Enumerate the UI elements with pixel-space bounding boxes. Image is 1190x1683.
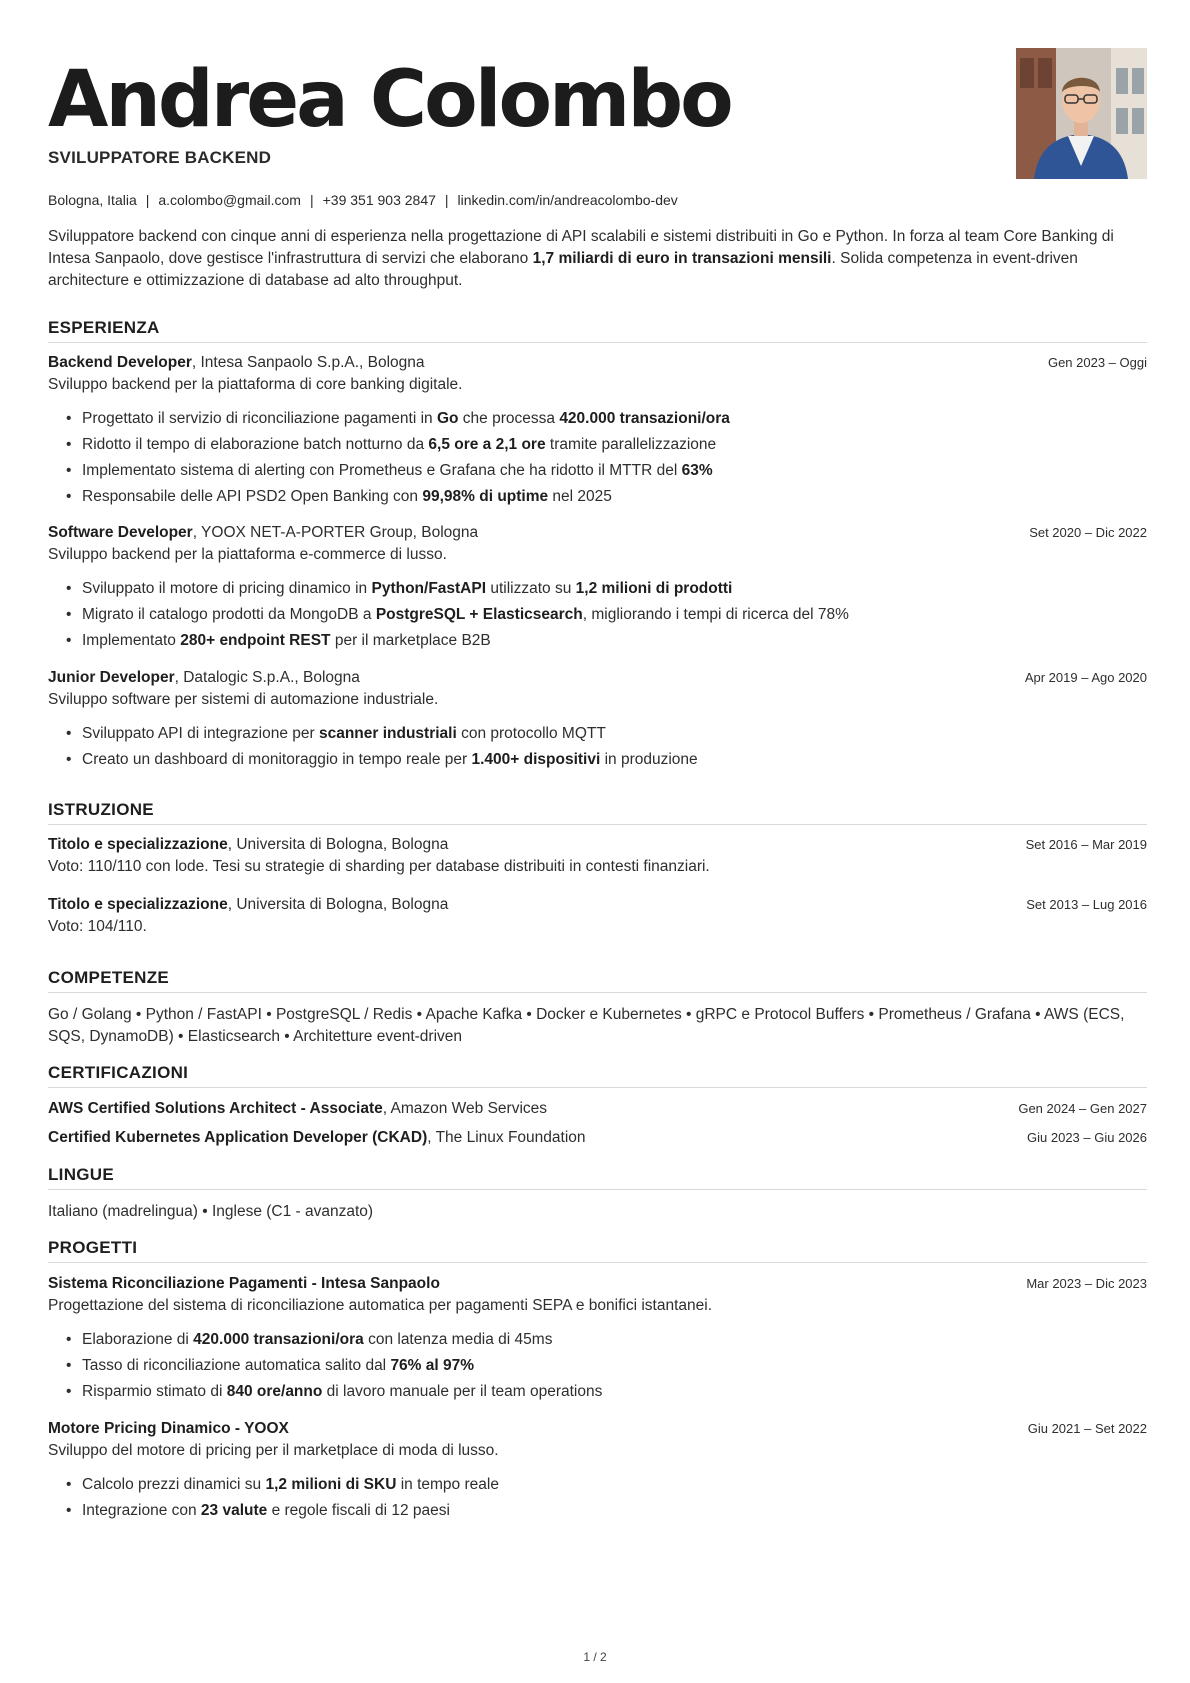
entry-header [48, 1127, 1147, 1149]
highlight-text: 420.000 transazioni/ora [559, 410, 730, 427]
highlight-text: Python/FastAPI [371, 580, 487, 597]
text-run: Implementato [82, 632, 181, 649]
entry-description: Sviluppo backend per la piattaforma di core banking digitale. [48, 376, 463, 393]
section-title-projects: PROGETTI [48, 1238, 1147, 1263]
text-run: Sviluppato API di integrazione per [82, 725, 319, 742]
entry-organization: , YOOX NET-A-PORTER Group, Bologna [192, 524, 479, 541]
entry-header [48, 667, 1147, 689]
text-run: in tempo reale [396, 1476, 499, 1493]
entry-description: Progettazione del sistema di riconciliazione automatica per pagamenti SEPA e bonifici istantanei. [48, 1297, 713, 1314]
entry-description: Sviluppo backend per la piattaforma e-commerce di lusso. [48, 546, 447, 563]
entry-date: Giu 2021 – Set 2022 [1027, 1421, 1147, 1436]
text-run: con protocollo MQTT [456, 725, 606, 742]
text-run: e regole fiscali di 12 paesi [267, 1502, 450, 1519]
page-number: 1 / 2 [583, 1650, 607, 1664]
bullet-item [48, 1327, 1147, 1353]
bullet-item [48, 432, 1147, 458]
bullet-item [48, 1353, 1147, 1379]
text-run: per il marketplace B2B [330, 632, 491, 649]
certification-entry [48, 1098, 1147, 1120]
job-title: SVILUPPATORE BACKEND [48, 148, 272, 167]
entry-description: Sviluppo del motore di pricing per il marketplace di moda di lusso. [48, 1442, 499, 1459]
section-title-languages: LINGUE [48, 1165, 1147, 1190]
education-entry [48, 894, 1147, 938]
contact-email[interactable]: a.colombo@gmail.com [158, 192, 301, 208]
bullet-item [48, 747, 1147, 773]
highlight-text: 63% [681, 462, 713, 479]
entry-date: Set 2020 – Dic 2022 [1029, 525, 1147, 540]
entry-description: Sviluppo software per sistemi di automazione industriale. [48, 691, 439, 708]
bullet-list [48, 721, 1147, 773]
bullet-list [48, 576, 1147, 654]
skills-list: Go / Golang • Python / FastAPI • PostgreSQL / Redis • Apache Kafka • Docker e Kubernetes • gRPC e Protocol Buffers • Prometheus / Grafana • AWS (ECS, SQS, DynamoDB) • Elasticsearch • Architetture event-driven [48, 1006, 1125, 1045]
bullet-item [48, 484, 1147, 510]
entry-description: Voto: 110/110 con lode. Tesi su strategie di sharding per database distribuiti in contesti finanziari. [48, 858, 710, 875]
highlight-text: 1,2 milioni di prodotti [575, 580, 733, 597]
text-run: utilizzato su [486, 580, 576, 597]
entry-role: Software Developer [48, 524, 193, 541]
entry-role: Backend Developer [48, 354, 192, 371]
contact-line: Bologna, Italia | a.colombo@gmail.com | +39 351 903 2847 | linkedin.com/in/andreacolombo-dev [48, 192, 678, 208]
entry-date: Gen 2023 – Oggi [1047, 355, 1147, 370]
highlight-text: 280+ endpoint REST [180, 632, 331, 649]
text-run: Progettato il servizio di riconciliazione pagamenti in [82, 410, 437, 427]
bullet-item [48, 458, 1147, 484]
text-run: tramite parallelizzazione [545, 436, 717, 453]
text-run: Tasso di riconciliazione automatica salito dal [82, 1357, 391, 1374]
education-section [48, 800, 1147, 825]
entry-header [48, 894, 1147, 916]
text-run: Responsabile delle API PSD2 Open Banking con [82, 488, 423, 505]
entry-role: Sistema Riconciliazione Pagamenti - Intesa Sanpaolo [48, 1275, 440, 1292]
entry-description: Voto: 104/110. [48, 918, 147, 935]
projects-section [48, 1238, 1147, 1263]
text-run: Migrato il catalogo prodotti da MongoDB a [82, 606, 376, 623]
certifications-section [48, 1063, 1147, 1088]
entry-role: Titolo e specializzazione [48, 896, 228, 913]
text-run: . Solida competenza in event-driven architecture e ottimizzazione di database ad alto throughput. [48, 250, 1078, 289]
entry-date: Set 2013 – Lug 2016 [1026, 897, 1147, 912]
header [48, 56, 1147, 168]
entry-date: Gen 2024 – Gen 2027 [1018, 1101, 1147, 1116]
bullet-item [48, 721, 1147, 747]
entry-header [48, 1098, 1147, 1120]
entry-date: Giu 2023 – Giu 2026 [1027, 1130, 1147, 1145]
text-run: Sviluppato il motore di pricing dinamico in [82, 580, 372, 597]
bullet-list [48, 406, 1147, 510]
profile-photo [1016, 48, 1147, 179]
entry-organization: , Universita di Bologna, Bologna [227, 896, 449, 913]
highlight-text: scanner industriali [318, 725, 457, 742]
highlight-text: 1,7 miliardi di euro in transazioni mensili [532, 250, 832, 267]
project-entry [48, 1418, 1147, 1524]
project-entry [48, 1273, 1147, 1405]
bullet-item [48, 406, 1147, 432]
entry-date: Mar 2023 – Dic 2023 [1026, 1276, 1147, 1291]
highlight-text: 1,2 milioni di SKU [265, 1476, 397, 1493]
section-title-education: ISTRUZIONE [48, 800, 1147, 825]
section-title-experience: ESPERIENZA [48, 318, 1147, 343]
section-title-certifications: CERTIFICAZIONI [48, 1063, 1147, 1088]
bullet-item [48, 576, 1147, 602]
bullet-item [48, 628, 1147, 654]
text-run: nel 2025 [548, 488, 612, 505]
certification-entry [48, 1127, 1147, 1149]
highlight-text: 840 ore/anno [226, 1383, 323, 1400]
entry-organization: , Amazon Web Services [382, 1100, 548, 1117]
entry-role: Motore Pricing Dinamico - YOOX [48, 1420, 289, 1437]
highlight-text: 23 valute [200, 1502, 268, 1519]
profile-summary [48, 226, 1147, 292]
entry-date: Apr 2019 – Ago 2020 [1024, 670, 1147, 685]
entry-header [48, 1418, 1147, 1440]
entry-header [48, 1273, 1147, 1295]
entry-organization: , Datalogic S.p.A., Bologna [174, 669, 360, 686]
entry-role: Junior Developer [48, 669, 175, 686]
entry-organization: , Intesa Sanpaolo S.p.A., Bologna [191, 354, 425, 371]
experience-entry [48, 667, 1147, 773]
text-run: Elaborazione di [82, 1331, 194, 1348]
bullet-list [48, 1472, 1147, 1524]
entry-role: Titolo e specializzazione [48, 836, 228, 853]
entry-header [48, 352, 1147, 374]
bullet-item [48, 1379, 1147, 1405]
text-run: che processa [458, 410, 560, 427]
text-run: Implementato sistema di alerting con Prometheus e Grafana che ha ridotto il MTTR del [82, 462, 682, 479]
text-run: di lavoro manuale per il team operations [322, 1383, 603, 1400]
entry-header [48, 834, 1147, 856]
contact-phone[interactable]: +39 351 903 2847 [322, 192, 436, 208]
highlight-text: 99,98% di uptime [422, 488, 549, 505]
text-run: Risparmio stimato di [82, 1383, 227, 1400]
highlight-text: Go [436, 410, 459, 427]
highlight-text: 76% al 97% [390, 1357, 475, 1374]
education-entry [48, 834, 1147, 878]
contact-linkedin[interactable]: linkedin.com/in/andreacolombo-dev [457, 192, 678, 208]
experience-entry [48, 352, 1147, 510]
highlight-text: 1.400+ dispositivi [471, 751, 601, 768]
skills-section [48, 968, 1147, 1048]
text-run: con latenza media di 45ms [363, 1331, 553, 1348]
entry-role: Certified Kubernetes Application Developer (CKAD) [48, 1129, 428, 1146]
experience-section [48, 318, 1147, 343]
text-run: Creato un dashboard di monitoraggio in tempo reale per [82, 751, 472, 768]
experience-entry [48, 522, 1147, 654]
text-run: in produzione [600, 751, 698, 768]
highlight-text: 420.000 transazioni/ora [193, 1331, 364, 1348]
text-run: , migliorando i tempi di ricerca del 78% [582, 606, 849, 623]
entry-header [48, 522, 1147, 544]
candidate-name: Andrea Colombo [48, 55, 731, 145]
bullet-item [48, 1472, 1147, 1498]
bullet-list [48, 1327, 1147, 1405]
text-run: Calcolo prezzi dinamici su [82, 1476, 266, 1493]
languages-section [48, 1165, 1147, 1223]
bullet-item [48, 1498, 1147, 1524]
languages-list: Italiano (madrelingua) • Inglese (C1 - avanzato) [48, 1203, 374, 1220]
entry-organization: , Universita di Bologna, Bologna [227, 836, 449, 853]
text-run: Ridotto il tempo di elaborazione batch notturno da [82, 436, 429, 453]
entry-date: Set 2016 – Mar 2019 [1025, 837, 1147, 852]
text-run: Sviluppatore backend con cinque anni di esperienza nella progettazione di API scalabili e sistemi distribuiti in Go e Python. In forza al team Core Banking di Intesa Sanpaolo, dove gestisce l'infrastruttura di servizi che elaborano [48, 228, 1114, 267]
bullet-item [48, 602, 1147, 628]
highlight-text: 6,5 ore a 2,1 ore [428, 436, 546, 453]
entry-role: AWS Certified Solutions Architect - Associate [48, 1100, 383, 1117]
text-run: Integrazione con [82, 1502, 201, 1519]
entry-organization: , The Linux Foundation [427, 1129, 586, 1146]
contact-location: Bologna, Italia [48, 192, 137, 208]
highlight-text: PostgreSQL + Elasticsearch [375, 606, 583, 623]
section-title-skills: COMPETENZE [48, 968, 1147, 993]
